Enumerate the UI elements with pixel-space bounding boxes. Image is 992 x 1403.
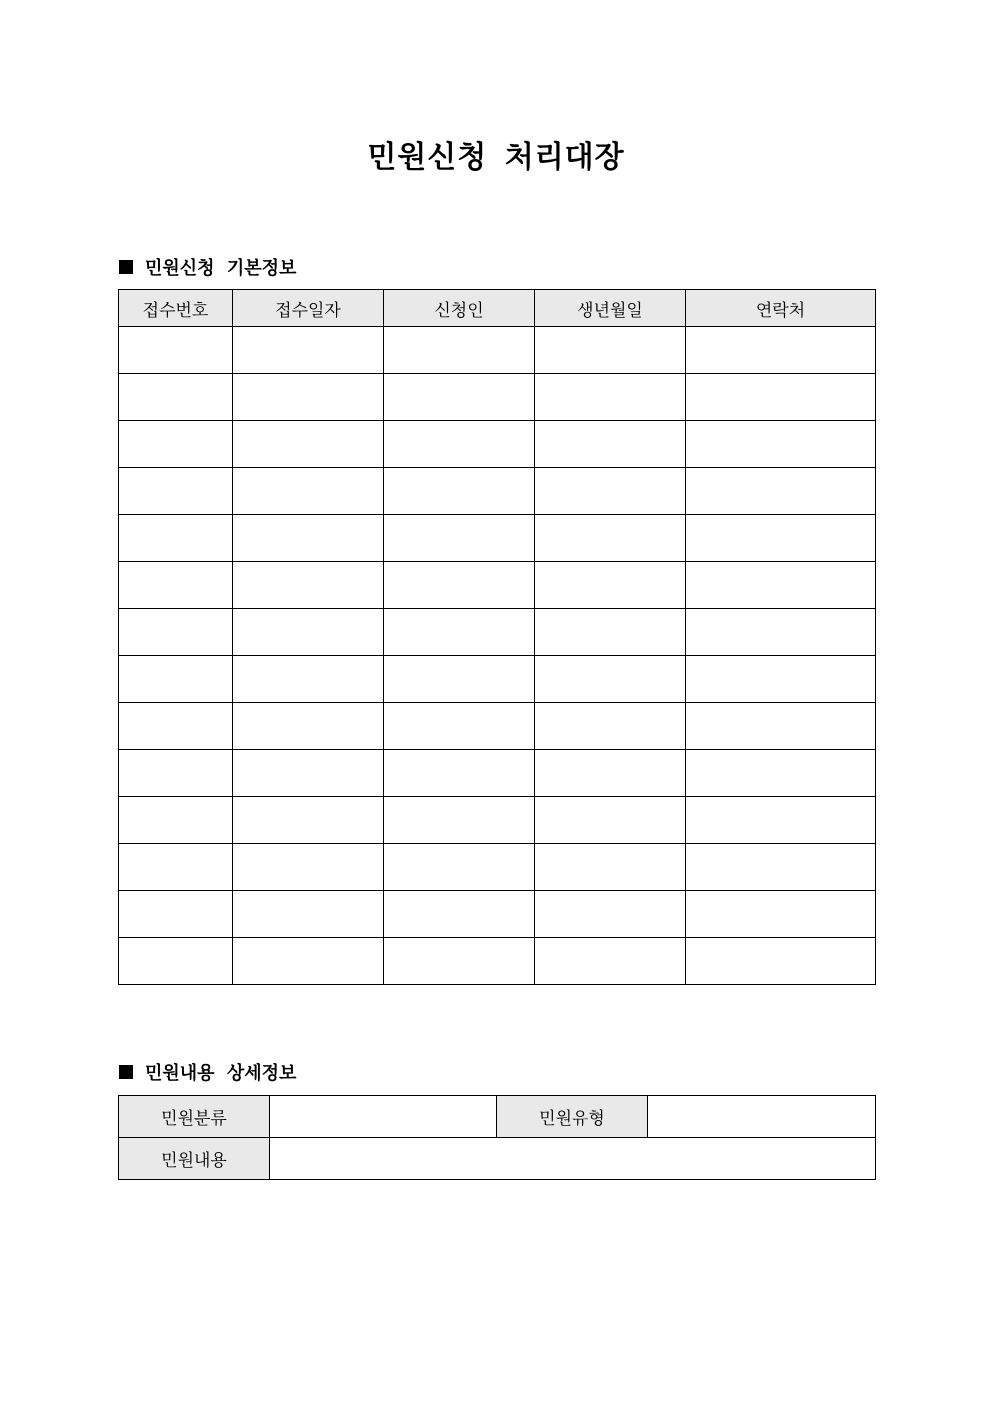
- column-header-receipt-date: 접수일자: [233, 290, 384, 327]
- basic-info-table: [118, 289, 876, 985]
- section-heading-detail: [119, 1059, 296, 1085]
- table-cell[interactable]: [535, 468, 686, 515]
- table-row: [119, 797, 876, 844]
- table-cell[interactable]: [535, 421, 686, 468]
- page-title: 민원신청 처리대장: [367, 140, 625, 175]
- table-cell[interactable]: [384, 750, 535, 797]
- table-cell[interactable]: [233, 562, 384, 609]
- table-cell[interactable]: [686, 468, 876, 515]
- type-label: 민원유형: [497, 1096, 648, 1138]
- table-cell[interactable]: [233, 797, 384, 844]
- section-heading-basic: [119, 254, 296, 280]
- table-row: [119, 891, 876, 938]
- table-cell[interactable]: [384, 468, 535, 515]
- table-cell[interactable]: [384, 797, 535, 844]
- table-cell[interactable]: [686, 515, 876, 562]
- table-cell[interactable]: [119, 609, 233, 656]
- table-cell[interactable]: [535, 703, 686, 750]
- table-row: [119, 374, 876, 421]
- content-field[interactable]: [270, 1138, 876, 1180]
- table-cell[interactable]: [535, 374, 686, 421]
- table-cell[interactable]: [384, 844, 535, 891]
- table-cell[interactable]: [233, 938, 384, 985]
- table-cell[interactable]: [233, 891, 384, 938]
- table-cell[interactable]: [384, 515, 535, 562]
- table-cell[interactable]: [535, 844, 686, 891]
- table-cell[interactable]: [119, 750, 233, 797]
- table-cell[interactable]: [535, 515, 686, 562]
- section-heading-basic-label: 민원신청 기본정보: [145, 258, 297, 279]
- table-header-row: [119, 290, 876, 327]
- table-cell[interactable]: [233, 468, 384, 515]
- table-row: [119, 327, 876, 374]
- table-cell[interactable]: [535, 656, 686, 703]
- table-row: [119, 562, 876, 609]
- detail-info-table: [118, 1095, 876, 1180]
- table-cell[interactable]: [686, 750, 876, 797]
- table-cell[interactable]: [233, 609, 384, 656]
- square-bullet-icon: [119, 1065, 133, 1079]
- table-cell[interactable]: [119, 515, 233, 562]
- table-cell[interactable]: [686, 374, 876, 421]
- table-cell[interactable]: [233, 515, 384, 562]
- table-cell[interactable]: [535, 891, 686, 938]
- table-cell[interactable]: [686, 891, 876, 938]
- table-cell[interactable]: [686, 656, 876, 703]
- table-cell[interactable]: [119, 374, 233, 421]
- table-cell[interactable]: [233, 374, 384, 421]
- table-cell[interactable]: [119, 562, 233, 609]
- square-bullet-icon: [119, 260, 133, 274]
- table-row: [119, 1138, 876, 1180]
- table-cell[interactable]: [233, 750, 384, 797]
- table-cell[interactable]: [384, 656, 535, 703]
- table-cell[interactable]: [119, 327, 233, 374]
- column-header-receipt-number: 접수번호: [119, 290, 233, 327]
- table-cell[interactable]: [535, 750, 686, 797]
- table-row: [119, 844, 876, 891]
- table-cell[interactable]: [233, 703, 384, 750]
- table-cell[interactable]: [686, 609, 876, 656]
- table-row: [119, 750, 876, 797]
- table-row: [119, 421, 876, 468]
- table-cell[interactable]: [119, 656, 233, 703]
- table-cell[interactable]: [119, 468, 233, 515]
- table-cell[interactable]: [384, 891, 535, 938]
- table-row: [119, 938, 876, 985]
- table-row: [119, 515, 876, 562]
- table-cell[interactable]: [686, 562, 876, 609]
- column-header-applicant: 신청인: [384, 290, 535, 327]
- table-row: [119, 468, 876, 515]
- table-cell[interactable]: [384, 609, 535, 656]
- table-cell[interactable]: [119, 891, 233, 938]
- column-header-contact: 연락처: [686, 290, 876, 327]
- category-field[interactable]: [270, 1096, 497, 1138]
- category-label: 민원분류: [119, 1096, 270, 1138]
- table-cell[interactable]: [119, 703, 233, 750]
- table-cell[interactable]: [686, 703, 876, 750]
- table-cell[interactable]: [384, 374, 535, 421]
- section-heading-detail-label: 민원내용 상세정보: [145, 1063, 297, 1084]
- table-cell[interactable]: [119, 938, 233, 985]
- basic-info-table-body: [119, 327, 876, 985]
- table-cell[interactable]: [686, 844, 876, 891]
- table-cell[interactable]: [119, 797, 233, 844]
- table-cell[interactable]: [535, 562, 686, 609]
- table-row: [119, 703, 876, 750]
- type-field[interactable]: [648, 1096, 876, 1138]
- table-cell[interactable]: [233, 421, 384, 468]
- table-cell[interactable]: [535, 327, 686, 374]
- content-label: 민원내용: [119, 1138, 270, 1180]
- table-cell[interactable]: [233, 327, 384, 374]
- table-row: [119, 1096, 876, 1138]
- table-row: [119, 609, 876, 656]
- table-cell[interactable]: [535, 609, 686, 656]
- table-cell[interactable]: [384, 938, 535, 985]
- table-cell[interactable]: [384, 421, 535, 468]
- table-row: [119, 656, 876, 703]
- table-cell[interactable]: [686, 327, 876, 374]
- table-cell[interactable]: [233, 844, 384, 891]
- table-cell[interactable]: [686, 421, 876, 468]
- table-cell[interactable]: [686, 938, 876, 985]
- table-cell[interactable]: [384, 703, 535, 750]
- table-cell[interactable]: [233, 656, 384, 703]
- table-cell[interactable]: [119, 421, 233, 468]
- table-cell[interactable]: [535, 797, 686, 844]
- table-cell[interactable]: [384, 562, 535, 609]
- table-cell[interactable]: [535, 938, 686, 985]
- table-cell[interactable]: [119, 844, 233, 891]
- table-cell[interactable]: [686, 797, 876, 844]
- table-cell[interactable]: [384, 327, 535, 374]
- column-header-birth-date: 생년월일: [535, 290, 686, 327]
